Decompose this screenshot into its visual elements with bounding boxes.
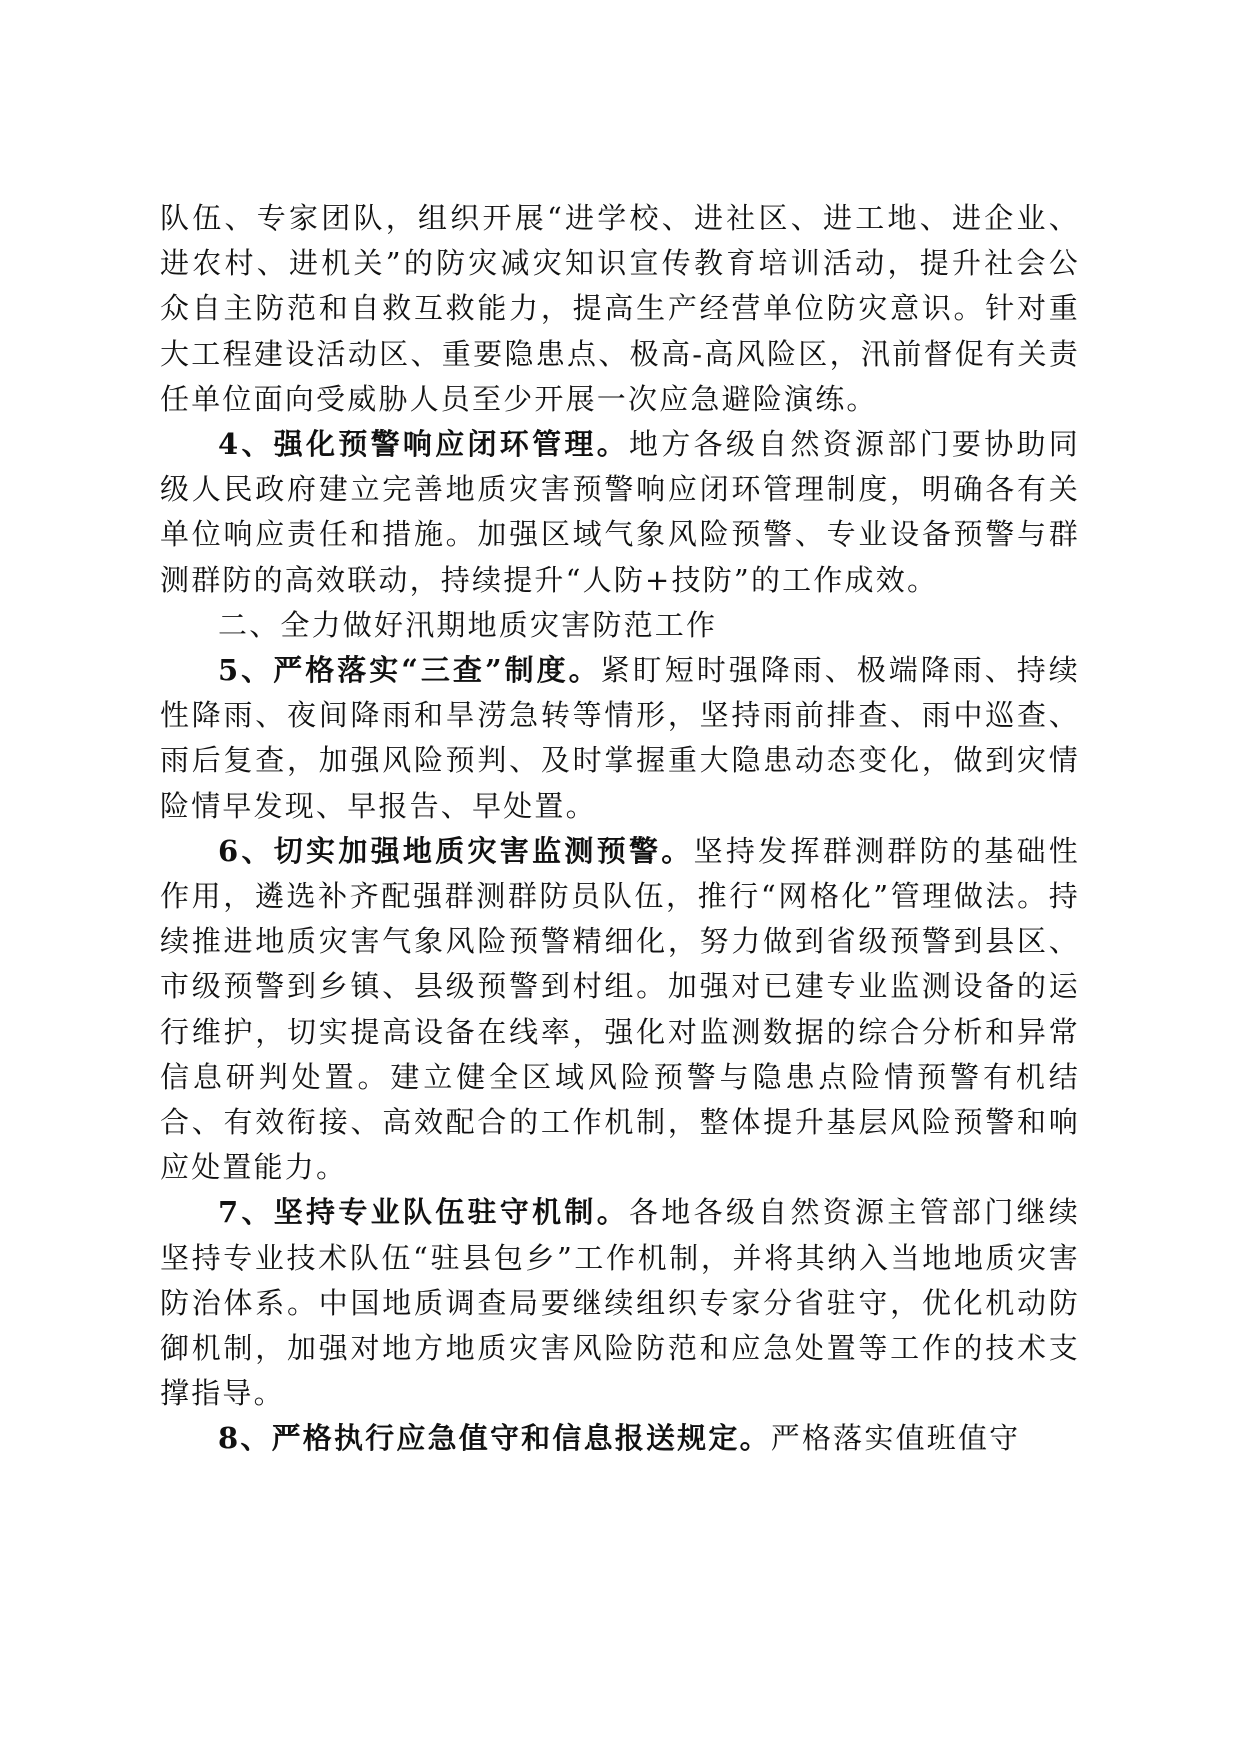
paragraph-body: 各地各级自然资源主管部门继续坚持专业技术队伍“驻县包乡”工作机制，并将其纳入当地地质灾害防治体系。中国地质调查局要继续组织专家分省驻守，优化机动防御机制，加强对地方地质灾害风险防范和应急处置等工作的技术支撑指导。 [160,1195,1080,1411]
paragraph-body: 坚持发挥群测群防的基础性作用，遴选补齐配强群测群防员队伍，推行“网格化”管理做法。持续推进地质灾害气象风险预警精细化，努力做到省级预警到县区、市级预警到乡镇、县级预警到村组。加强对已建专业监测设备的运行维护，切实提高设备在线率，强化对监测数据的综合分析和异常信息研判处置。建立健全区域风险预警与隐患点险情预警有机结合、有效衔接、高效配合的工作机制，整体提升基层风险预警和响应处置能力。 [160,833,1080,1185]
item-heading: 4、强化预警响应闭环管理。 [218,427,629,462]
paragraph-item-7 [160,1190,1080,1416]
paragraph-body: 严格落实值班值守 [770,1421,1021,1456]
section-heading: 二、全力做好汛期地质灾害防范工作 [218,607,718,642]
paragraph-body: 紧盯短时强降雨、极端降雨、持续性降雨、夜间降雨和旱涝急转等情形，坚持雨前排查、雨中巡查、雨后复查，加强风险预判、及时掌握重大隐患动态变化，做到灾情险情早发现、早报告、早处置。 [160,653,1080,823]
paragraph-continuation [160,196,1080,422]
paragraph-item-5 [160,648,1080,829]
paragraph-body: 地方各级自然资源部门要协助同级人民政府建立完善地质灾害预警响应闭环管理制度，明确各有关单位响应责任和措施。加强区域气象风险预警、专业设备预警与群测群防的高效联动，持续提升“人防+技防”的工作成效。 [160,427,1080,597]
item-heading: 6、切实加强地质灾害监测预警。 [218,833,694,868]
item-heading: 8、严格执行应急值守和信息报送规定。 [218,1421,771,1456]
paragraph-item-6 [160,829,1080,1191]
item-heading: 7、坚持专业队伍驻守机制。 [218,1195,629,1230]
document-page [160,196,1080,1462]
paragraph-item-8 [160,1416,1080,1461]
item-heading: 5、严格落实“三查”制度。 [218,653,601,688]
paragraph-body: 队伍、专家团队，组织开展“进学校、进社区、进工地、进企业、进农村、进机关”的防灾减灾知识宣传教育培训活动，提升社会公众自主防范和自救互救能力，提高生产经营单位防灾意识。针对重大工程建设活动区、重要隐患点、极高-高风险区，汛前督促有关责任单位面向受威胁人员至少开展一次应急避险演练。 [160,201,1080,416]
paragraph-item-4 [160,422,1080,603]
